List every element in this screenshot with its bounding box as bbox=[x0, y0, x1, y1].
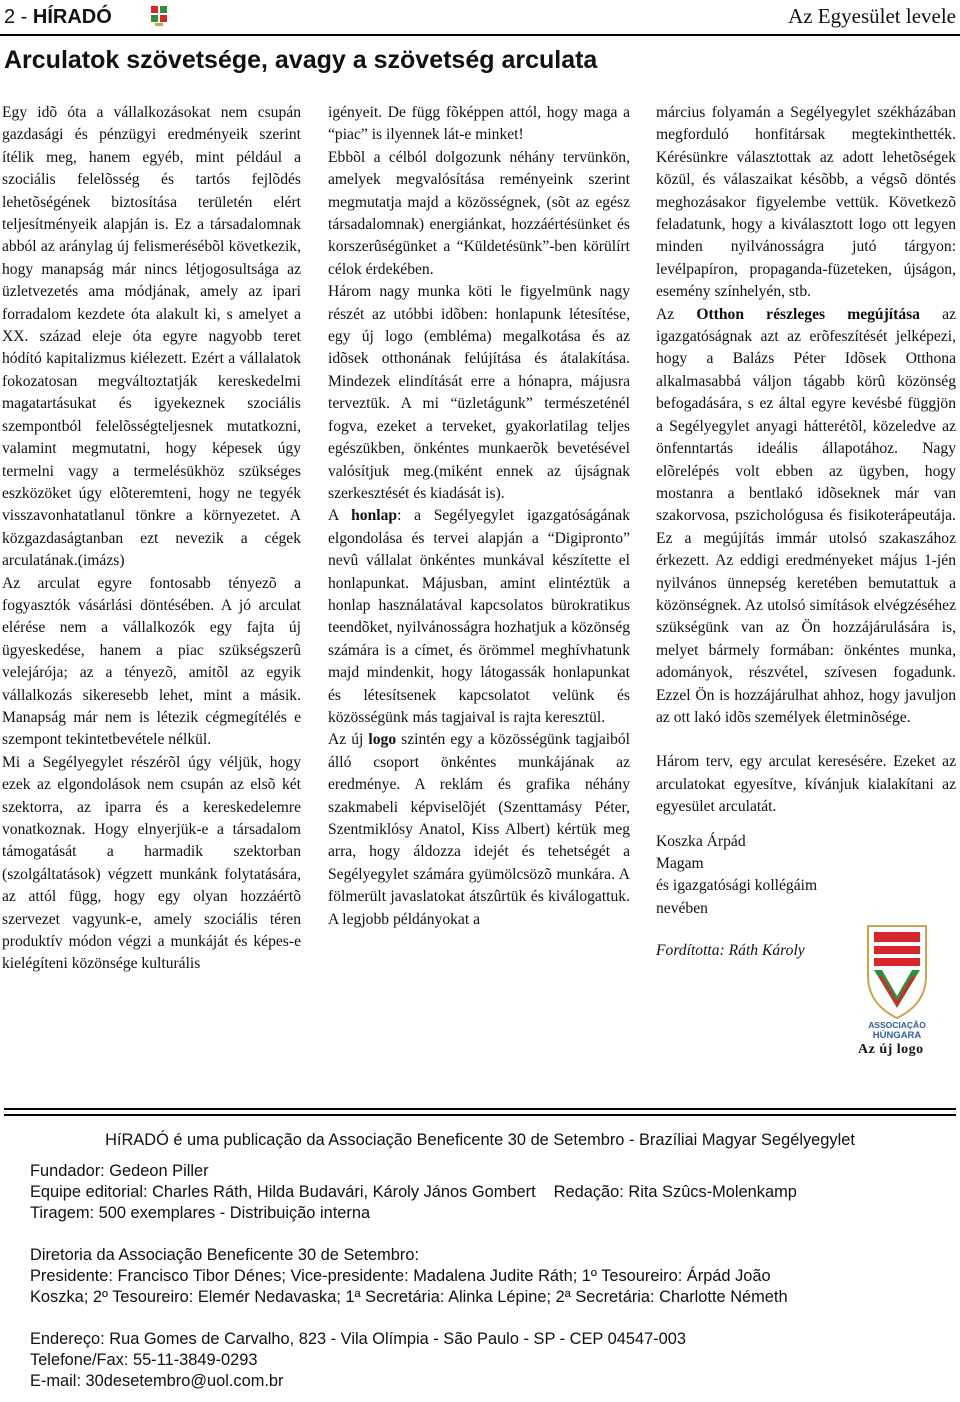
honlap-text: : a Segélyegylet igazgatóságának elgondolása és tervei alapján a “Digipronto” nevû vállalat önkéntes munkával készítette el honlapunkat. Májusban, amint elintéztük a honlap használatával kapcsolatos bürokratikus teendõket, nyilvánosságra hozhatjuk a közönség számára is a címet, és örömmel meghívhatunk majd mindenkit, hogy látogassák honlapunkat és létesítsenek kapcsolatot velünk és közösségünk más tagjaival is rajta keresztül. bbox=[328, 507, 630, 726]
editorial-team: Equipe editorial: Charles Ráth, Hilda Budavári, Károly János Gombert bbox=[30, 1183, 536, 1201]
col2-paragraph-2: Ebbõl a célból dolgozunk néhány tervünkön, amelyek megvalósítása reményeink szerint megmutatja majd a közösségnek, (sõt az egész társadalomnak) energiánkat, hozzáértésünket és korszerûségünket a “Küldetésünk”-ben körülírt célok érdekében. bbox=[328, 148, 630, 278]
article-title: Arculatok szövetsége, avagy a szövetség arculata bbox=[4, 46, 598, 74]
article-column-3 bbox=[656, 102, 956, 963]
board-line: Presidente: Francisco Tibor Dénes; Vice-presidente: Madalena Judite Ráth; 1º Tesoureiro: Árpád João bbox=[30, 1267, 771, 1285]
board-line: Koszka; 2º Tesoureiro: Elemér Nedavaska; 1ª Secretária: Alinka Lépine; 2ª Secretária: Charlotte Németh bbox=[30, 1288, 788, 1306]
address: Endereço: Rua Gomes de Carvalho, 823 - Vila Olímpia - São Paulo - SP - CEP 04547-003 bbox=[30, 1330, 686, 1348]
signature-line: nevében bbox=[656, 899, 708, 917]
col1-paragraph-2: Az arculat egyre fontosabb tényezõ a fogyasztók vásárlási döntésében. A jó arculat elérése nem a vállalkozók egy fajta új ügyeskedése, hanem a piac szükségszerû velejárója; az a tényezõ, amitõl az egyik vállalkozás sikeresebb lehet, mint a másik. Manapság már nem is létezik cégmegítélés e szempont tekintetbevétele nélkül. bbox=[2, 574, 301, 749]
logo-caption: Az új logo bbox=[858, 1042, 924, 1057]
otthon-prefix: Az bbox=[656, 305, 697, 323]
col1-paragraph-1: Egy idõ óta a vállalkozásokat nem csupán gazdasági és pénzügyi eredményeik szerint ítélik meg, hanem egyéb, mint például a szociális felelõsség és tartós fejlõdés lehetõségének biztosítása területén elért teljesítményeik alapján is. Ez a társadalomnak abból az aránylag új felismerésébõl következik, hogy manapság már nincs létjogosultsága az üzletvezetés ama módjának, amely az ipari forradalom kezdete óta alakult ki, s amelyet a XX. század eleje óta egyre nagyobb teret hódító kapitalizmus kiélezett. Ezért a vállalatok fokozatosan megváltoztatják kereskedelmi magatartásukat és igyekeznek szociális szempontból felelõsségteljesnek mutatkozni, valamint megmutatni, hogy képesek úgy termelni vagy a termelésükhöz szükséges eszközöket úgy elõteremteni, hogy ne tegyék visszavonhatatlanul tönkre a környezetet. A közgazdaságtanban ezt nevezik a cégek arculatának.(imázs) bbox=[2, 104, 301, 570]
col3-paragraph-1: március folyamán a Segélyegylet székházában megforduló honfitársak megtekinthették. Kérésünkre választottak az adott lehetõségek közül, és válaszaikat késõbb, a végsõ döntés meghozásakor figyelembe vettük. Következõ feladatunk, hogy a kiválasztott logo ott legyen minden nyilvánosságra jutó tárgyon: levélpapíron, propaganda-füzeteken, újságon, esemény színhelyén, stb. bbox=[656, 104, 956, 301]
signature-line: Koszka Árpád bbox=[656, 832, 746, 850]
col1-paragraph-3: Mi a Segélyegylet részérõl úgy véljük, hogy ezek az elgondolások nem csupán az elsõ két szektorra, az iparra és a kereskedelemre vonatkoznak. Hogy elnyerjük-e a társadalom támogatását a harmadik szektorban (szolgáltatások) végzett munkánk folytatására, az attól függ, hogy egy olyan hozzáértõ szervezet vagyunk-e, amely szociális téren produktív módon végzi a munkáját és képes-e kielégíteni közönsége kulturális bbox=[2, 753, 301, 973]
editorial-line bbox=[0, 1182, 960, 1203]
logo-text-line-1: ASSOCIAÇÃO bbox=[868, 1020, 926, 1030]
col3-paragraph-otthon bbox=[656, 304, 956, 730]
page-number: 2 - bbox=[4, 6, 33, 28]
footer-rule bbox=[4, 1114, 956, 1116]
article-column-1 bbox=[2, 102, 301, 976]
header-emblem-icon bbox=[148, 4, 170, 28]
paragraph-gap bbox=[656, 729, 956, 751]
associacao-hungara-logo-icon bbox=[850, 918, 944, 1040]
col2-paragraph-logo bbox=[328, 729, 630, 931]
col2-paragraph-3: Három nagy munka köti le figyelmünk nagy részét az utóbbi idõben: honlapunk létesítése, egy új logo (embléma) megalkotása és az idõsek otthonának felújítása és átalakítása. Mindezek elindítását erre a hónapra, májusra terveztük. A mi “üzletágunk” természeténél fogva, ezeket a terveket, gyakorlatilag teljes egészükben, önkéntes munkaerõk bevetésével valósítjuk meg.(miként ennek az újságnak szerkesztését és kiadását is). bbox=[328, 283, 630, 502]
signature-line: Magam bbox=[656, 855, 704, 872]
board-title: Diretoria da Associação Beneficente 30 de Setembro: bbox=[30, 1246, 420, 1264]
footer-gap bbox=[0, 1224, 960, 1245]
footer-rule bbox=[4, 1108, 956, 1110]
section-label: Az Egyesület levele bbox=[788, 4, 956, 28]
signature-line: és igazgatósági kollégáim bbox=[656, 877, 818, 895]
translator-credit: Fordította: Ráth Károly bbox=[656, 942, 805, 960]
footer-gap bbox=[0, 1308, 960, 1329]
honlap-prefix: A bbox=[328, 507, 352, 525]
page-label bbox=[4, 6, 112, 29]
otthon-label: Otthon részleges megújítása bbox=[696, 305, 920, 323]
col2-paragraph-honlap bbox=[328, 505, 630, 729]
page-header bbox=[0, 0, 960, 38]
logo-text: szintén egy a közösségünk tagjaiból álló csoport önkéntes munkájának az eredménye. A reklám és grafika néhány szakmabeli képviselõjét (Szenttamásy Péter, Szentmiklósy Anatol, Kiss Albert) kértük meg arra, hogy áldozza idejét és tehetségét a Segélyegylet számára gyümölcsözõ munkára. A fölmerült javaslatokat átszûrtük és kiválogattuk. A legjobb példányokat a bbox=[328, 731, 631, 928]
col3-closing: Három terv, egy arculat keresésére. Ezeket az arculatokat egyesítve, kívánjuk kialakítani az egyesület arculatát. bbox=[656, 753, 956, 816]
footer bbox=[0, 1130, 960, 1392]
logo-text-line-2: HÚNGARA bbox=[872, 1030, 922, 1040]
logo-prefix: Az új bbox=[328, 731, 369, 749]
col2-paragraph-1: igényeit. De függ fõképpen attól, hogy maga a “piac” is ilyennek lát-e minket! bbox=[328, 104, 630, 144]
founder: Fundador: Gedeon Piller bbox=[30, 1162, 209, 1180]
header-rule bbox=[0, 34, 960, 36]
publication-name: HÍRADÓ bbox=[32, 6, 112, 28]
publication-line: HíRADÓ é uma publicação da Associação Beneficente 30 de Setembro - Brazíliai Magyar Segélyegylet bbox=[105, 1131, 855, 1149]
signature-block bbox=[656, 831, 956, 921]
otthon-text: az igazgatóságnak azt az erõfeszítését jelképezi, hogy a Balázs Péter Idõsek Otthona alkalmasabbá váljon tágabb körû közönség befogadására, s ez által egyre kevésbé függjön a Segélyegylet anyagi hátterétõl, közeledve az önfenntartás ideális állapotához. Nagy elõrelépés volt ebben az ügyben, hogy mostanra a bentlakó idõseknek már van szakorvosa, pszichológusa és fisikoterápeutája. Ez a megújítás immár utolsó szakaszához érkezett. Az eddigi eredményeket május 1-jén nyilvános ünnepség keretében bemutattuk a közönségnek. Az utolsó simítások elvégzéséhez szükségünk van az Ön hozzájárulására is, melyet bármely formában: önkéntes munka, adományok, részvétel, szívesen fogadunk. Ezzel Ön is hozzájárulhat ahhoz, hogy javuljon az ott lakó idõs személyek életminõsége. bbox=[656, 305, 956, 726]
phone: Telefone/Fax: 55-11-3849-0293 bbox=[30, 1351, 258, 1369]
redacao: Redação: Rita Szûcs-Molenkamp bbox=[553, 1183, 797, 1201]
print-run: Tiragem: 500 exemplares - Distribuição interna bbox=[30, 1204, 371, 1222]
article-column-2 bbox=[328, 102, 630, 931]
honlap-label: honlap bbox=[351, 507, 398, 525]
logo-label: logo bbox=[368, 731, 397, 749]
email: E-mail: 30desetembro@uol.com.br bbox=[30, 1372, 284, 1390]
